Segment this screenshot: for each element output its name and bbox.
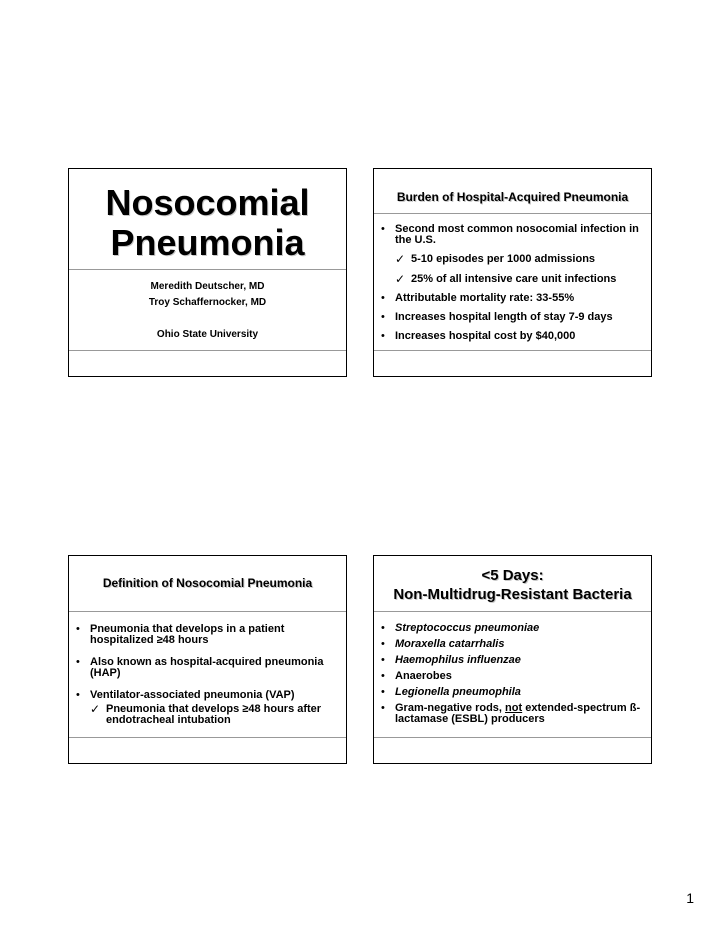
slide-non-mdr-bacteria xyxy=(373,555,652,764)
author-2: Troy Schaffernocker, MD xyxy=(148,297,267,308)
list-item: • Second most common nosocomial infection in the U.S. xyxy=(381,223,639,246)
list-item: • Anaerobes xyxy=(381,670,452,682)
author-1: Meredith Deutscher, MD xyxy=(150,281,265,292)
bullet-marker: • xyxy=(381,330,385,342)
bullet-marker: • xyxy=(76,656,80,668)
slide-heading-line2: Non-Multidrug-Resistant Bacteria xyxy=(393,586,632,603)
list-item: • Legionella pneumophila xyxy=(381,686,521,698)
check-icon: ✓ xyxy=(395,252,406,266)
heading-divider xyxy=(374,213,651,214)
list-item: • Increases hospital cost by $40,000 xyxy=(381,330,576,342)
bullet-marker: • xyxy=(381,292,385,304)
bullet-marker: • xyxy=(381,622,385,634)
list-subitem: ✓ 25% of all intensive care unit infections xyxy=(395,272,617,286)
heading-divider xyxy=(374,611,651,612)
bullet-marker: • xyxy=(381,311,385,323)
slide-heading: Definition of Nosocomial Pneumonia xyxy=(102,576,313,590)
slide-title xyxy=(68,168,347,377)
list-item: • Ventilator-associated pneumonia (VAP) xyxy=(76,689,295,701)
bullet-marker: • xyxy=(381,686,385,698)
footer-divider xyxy=(69,350,346,351)
bullet-marker: • xyxy=(381,223,385,235)
title-divider xyxy=(69,269,346,270)
slide-title-heading-line2: Pneumonia xyxy=(110,222,305,263)
bullet-marker: • xyxy=(381,702,385,714)
institution: Ohio State University xyxy=(156,329,259,340)
bullet-marker: • xyxy=(76,689,80,701)
not-underlined: not xyxy=(505,702,523,714)
heading-divider xyxy=(69,611,346,612)
definition-list xyxy=(76,624,342,726)
list-subitem: ✓ 5-10 episodes per 1000 admissions xyxy=(395,252,596,266)
footer-divider xyxy=(374,350,651,351)
list-item: • Gram-negative rods, not extended-spectrum ß- lactamase (ESBL) producers xyxy=(381,702,641,725)
burden-list xyxy=(381,224,647,342)
list-item: • Pneumonia that develops in a patient hospitalized ≥48 hours xyxy=(76,623,285,646)
slide-heading-line1: <5 Days: xyxy=(481,567,544,584)
bullet-marker: • xyxy=(381,638,385,650)
bullet-marker: • xyxy=(381,670,385,682)
slide-title-heading-line1: Nosocomial xyxy=(105,182,310,223)
slide-heading: Burden of Hospital-Acquired Pneumonia xyxy=(396,190,629,204)
bullet-marker: • xyxy=(381,654,385,666)
check-icon: ✓ xyxy=(90,702,101,716)
footer-divider xyxy=(374,737,651,738)
list-subitem: ✓ Pneumonia that develops ≥48 hours after endotracheal intubation xyxy=(90,702,322,726)
footer-divider xyxy=(69,737,346,738)
list-item: • Increases hospital length of stay 7-9 days xyxy=(381,311,613,323)
list-item: • Also known as hospital-acquired pneumonia (HAP) xyxy=(76,656,324,679)
page-number: 1 xyxy=(686,890,694,906)
list-item: • Moraxella catarrhalis xyxy=(381,638,505,650)
bacteria-list xyxy=(381,623,647,725)
list-item: • Attributable mortality rate: 33-55% xyxy=(381,292,575,304)
slide-definition xyxy=(68,555,347,764)
bullet-marker: • xyxy=(76,623,80,635)
slide-burden xyxy=(373,168,652,377)
list-item: • Streptococcus pneumoniae xyxy=(381,622,540,634)
list-item: • Haemophilus influenzae xyxy=(381,654,521,666)
check-icon: ✓ xyxy=(395,272,406,286)
